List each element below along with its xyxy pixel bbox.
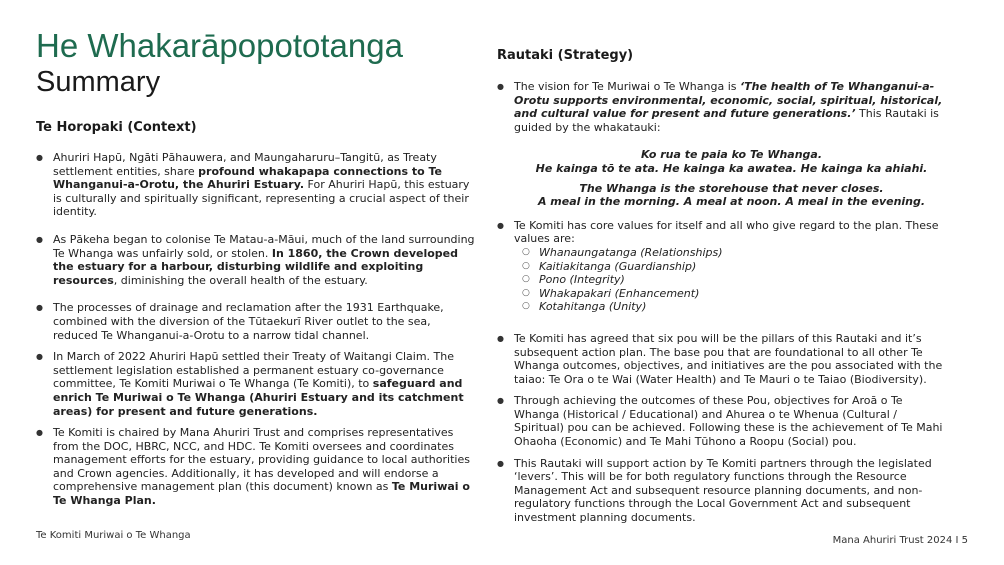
strategy-bullet-list-2	[497, 219, 949, 525]
bullet-text: Ahuriri Hapū, Ngāti Pāhauwera, and Maungaharuru–Tangitū, as Treaty settlement entities, share	[53, 151, 437, 178]
values-list	[514, 246, 949, 314]
vision-bullet	[497, 80, 949, 134]
page-title: He Whakarāpopototanga	[36, 27, 403, 64]
vision-statement: ‘The health of Te Whanganui-a-Orotu supports environmental, economic, social, spiritual, historical, and cultural value for present and future generations.’	[514, 80, 943, 121]
bullet-bold-text: safeguard and enrich Te Muriwai o Te Whanga (Ahuriri Estuary and its catchment areas) for present and future generations.	[53, 377, 464, 418]
outcomes-bullet: ● Through achieving the outcomes of these Pou, objectives for Aroā o Te Whanga (Historical / Educational) and Ahurea o te Whenua (Cultural / Spiritual) pou can be achieved. Following these is the achievement of Te Mahi Ohaoha (Economic) and Te Mahi Tūhono a Roopu (Social) pou.	[497, 394, 949, 448]
footer-left-label: Te Komiti Muriwai o Te Whanga	[36, 530, 191, 541]
value-item: ○ Whanaungatanga (Relationships)	[522, 246, 949, 260]
value-item: ○ Pono (Integrity)	[522, 273, 949, 287]
bullet-text: For Ahuriri Hapū, this estuary is culturally and spiritually significant, representing a crucial aspect of their identity.	[53, 178, 470, 219]
value-item: ○ Kotahitanga (Unity)	[522, 300, 949, 314]
context-bullet	[36, 151, 476, 219]
bullet-text: , diminishing the overall health of the estuary.	[113, 273, 368, 287]
bullet-text: This Rautaki is guided by the whakatauki:	[514, 107, 939, 134]
pou-bullet: ● Te Komiti has agreed that six pou will be the pillars of this Rautaki and it’s subsequent action plan. The base pou that are foundational to all other Te Whanga outcomes, objectives, and initiatives are the pou associated with the taiao: Te Ora o te Wai (Water Health) and Te Mauri o te Taiao (Biodiversity).	[497, 332, 949, 386]
bullet-text: In March of 2022 Ahuriri Hapū settled their Treaty of Waitangi Claim. The settlement legislation established a permanent estuary co-governance committee, Te Komiti Muriwai o Te Whanga (Te Komiti), to	[53, 350, 455, 391]
levers-bullet: ● This Rautaki will support action by Te Komiti partners through the legislated ‘levers’. This will be for both regulatory functions through the Resource Management Act and subsequent resource planning documents, and non-regulatory functions through the Local Government Act and subsequent investment planning documents.	[497, 457, 949, 525]
bullet-text: Te Komiti has core values for itself and all who give regard to the plan. These values are:	[514, 218, 939, 246]
bullet-text: The processes of drainage and reclamation after the 1931 Earthquake, combined with the diversion of the Tūtaekurī River outlet to the sea, reduced Te Whanganui-a-Orotu to a narrow tidal channel.	[53, 301, 444, 342]
strategy-column	[497, 80, 949, 539]
whakatauki-block	[497, 148, 949, 208]
bullet-bold-text: profound whakapapa connections to Te Whanganui-a-Orotu, the Ahuriri Estuary.	[53, 164, 442, 192]
whakatauki-line: Ko rua te paia ko Te Whanga.	[640, 148, 823, 162]
bullet-text: The vision for Te Muriwai o Te Whanga is	[514, 80, 740, 93]
context-bullet	[36, 233, 476, 287]
value-item: ○ Kaitiakitanga (Guardianship)	[522, 260, 949, 274]
context-bullet-list	[36, 151, 476, 508]
whakatauki-translation-line: A meal in the morning. A meal at noon. A meal in the evening.	[537, 195, 926, 209]
page-subtitle: Summary	[36, 66, 161, 98]
context-bullet	[36, 426, 476, 508]
bullet-bold-text: In 1860, the Crown developed the estuary for a harbour, disturbing wildlife and exploiting resources	[53, 246, 459, 287]
values-bullet	[497, 219, 949, 314]
context-bullet	[36, 350, 476, 418]
strategy-bullet-list	[497, 80, 949, 134]
footer-page-info: Mana Ahuriri Trust 2024 I 5	[832, 535, 968, 546]
value-item: ○ Whakapakari (Enhancement)	[522, 287, 949, 301]
whakatauki-translation-line: The Whanga is the storehouse that never closes.	[579, 181, 884, 195]
context-heading: Te Horopaki (Context)	[36, 120, 197, 135]
context-bullet	[36, 301, 476, 342]
bullet-bold-text: Te Muriwai o Te Whanga Plan.	[53, 480, 470, 508]
bullet-text: As Pākeha began to colonise Te Matau-a-Māui, much of the land surrounding Te Whanga was unfairly sold, or stolen.	[53, 232, 475, 260]
whakatauki-line: He kainga tō te ata. He kainga ka awatea. He kainga ka ahiahi.	[535, 161, 928, 175]
strategy-heading: Rautaki (Strategy)	[497, 48, 634, 63]
context-column	[36, 151, 476, 522]
bullet-text: Te Komiti is chaired by Mana Ahuriri Trust and comprises representatives from the DOC, HBRC, NCC, and HDC. Te Komiti oversees and coordinates management efforts for the estuary, providing guidance to local authorities and Crown agencies. Additionally, it has developed and will endorse a comprehensive management plan (this document) known as	[53, 426, 470, 494]
